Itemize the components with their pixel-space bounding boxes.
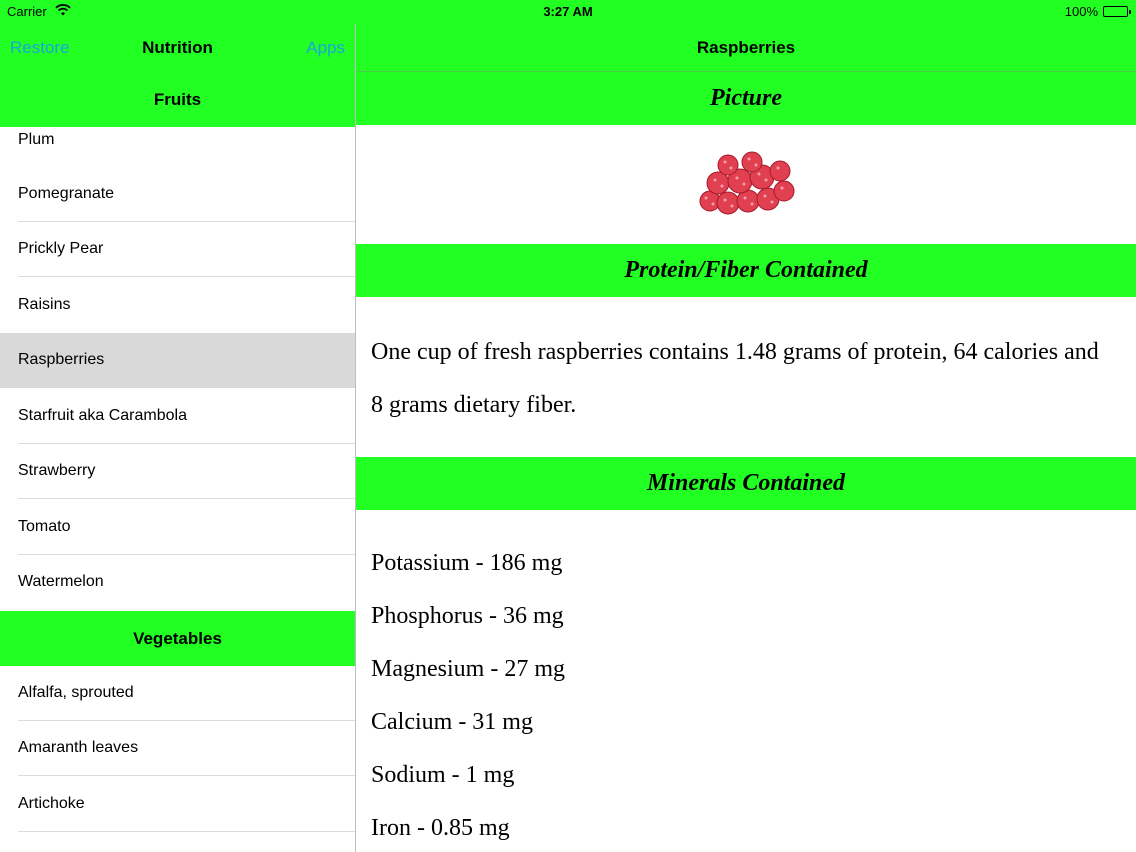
- list-item[interactable]: Amaranth leaves: [0, 721, 355, 776]
- mineral-item: Magnesium - 27 mg: [371, 656, 565, 682]
- clock: 3:27 AM: [543, 4, 593, 19]
- mineral-item: Iron - 0.85 mg: [371, 815, 510, 841]
- mineral-item: Sodium - 1 mg: [371, 762, 515, 788]
- master-pane: [0, 24, 355, 852]
- list-item[interactable]: Raisins: [0, 278, 355, 333]
- list-item[interactable]: Artichoke: [0, 777, 355, 832]
- raspberries-image: [696, 151, 796, 218]
- mineral-item: Potassium - 186 mg: [371, 550, 563, 576]
- battery-icon: [1103, 6, 1128, 17]
- minerals-header: Minerals Contained: [356, 457, 1136, 510]
- protein-fiber-text: One cup of fresh raspberries contains 1.48 grams of protein, 64 calories and 8 grams dietary fiber.: [371, 339, 1099, 418]
- list-item[interactable]: Strawberry: [0, 444, 355, 499]
- section-header-vegetables: Vegetables: [0, 611, 355, 666]
- food-list[interactable]: [0, 72, 355, 852]
- list-item[interactable]: Plum: [0, 127, 355, 182]
- list-item[interactable]: Prickly Pear: [0, 222, 355, 277]
- master-title: Nutrition: [142, 38, 213, 57]
- mineral-item: Calcium - 31 mg: [371, 709, 533, 735]
- mineral-item: Phosphorus - 36 mg: [371, 603, 564, 629]
- picture-header: Picture: [356, 72, 1136, 125]
- list-item[interactable]: Starfruit aka Carambola: [0, 389, 355, 444]
- detail-pane: [356, 24, 1136, 852]
- list-item-selected[interactable]: Raspberries: [0, 333, 355, 388]
- section-header-fruits: Fruits: [0, 72, 355, 127]
- list-item[interactable]: Alfalfa, sprouted: [0, 666, 355, 721]
- list-item[interactable]: Watermelon: [0, 555, 355, 610]
- raspberry-icon: [696, 151, 796, 218]
- apps-button[interactable]: Apps: [306, 38, 345, 57]
- list-item[interactable]: Tomato: [0, 500, 355, 555]
- battery-percent: 100%: [1064, 4, 1098, 19]
- detail-title: Raspberries: [696, 38, 796, 57]
- master-nav-bar: [0, 24, 355, 72]
- protein-fiber-header: Protein/Fiber Contained: [356, 244, 1136, 297]
- detail-nav-bar: [356, 24, 1136, 72]
- status-bar: [0, 0, 1136, 24]
- list-item[interactable]: Pomegranate: [0, 167, 355, 222]
- restore-button[interactable]: Restore: [10, 38, 70, 57]
- carrier-label: Carrier: [7, 4, 47, 19]
